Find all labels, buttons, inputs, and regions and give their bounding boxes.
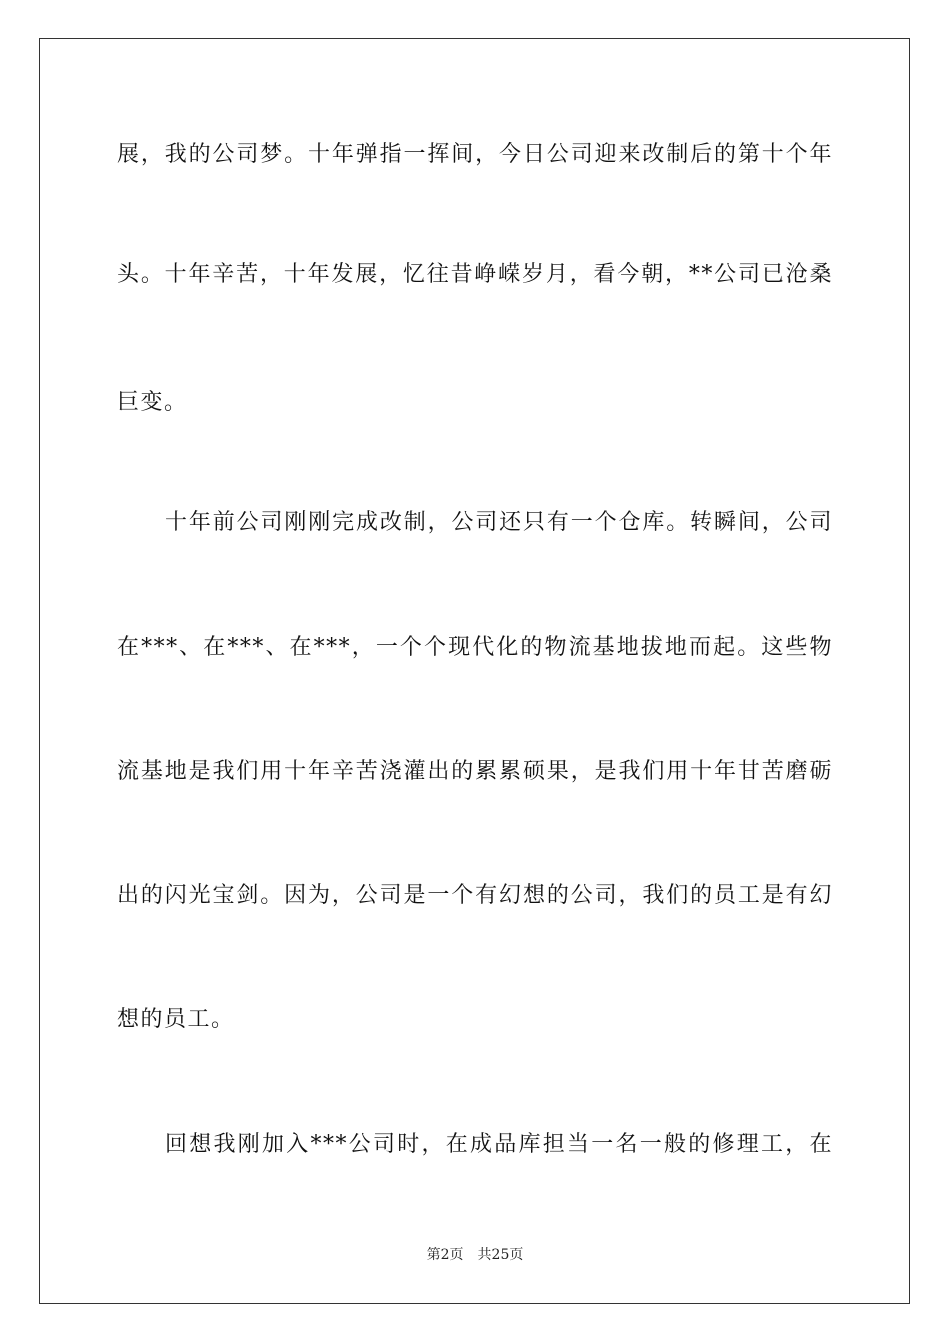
page-total: 共25页 (477, 1247, 524, 1263)
text-line-5: 在***、在***、在***，一个个现代化的物流基地拔地而起。这些物 (117, 635, 833, 660)
text-line-3: 巨变。 (117, 390, 188, 415)
page-border (39, 38, 910, 1304)
text-line-2: 头。十年辛苦，十年发展，忆往昔峥嵘岁月，看今朝，**公司已沧桑 (117, 262, 833, 287)
text-line-1: 展，我的公司梦。十年弹指一挥间，今日公司迎来改制后的第十个年 (117, 142, 833, 167)
text-line-7: 出的闪光宝剑。因为，公司是一个有幻想的公司，我们的员工是有幻 (117, 883, 833, 908)
page-footer (0, 1245, 950, 1265)
text-line-8: 想的员工。 (117, 1007, 235, 1032)
page-number: 第2页 (426, 1247, 464, 1263)
text-line-4: 十年前公司刚刚完成改制，公司还只有一个仓库。转瞬间，公司 (165, 510, 833, 535)
text-line-6: 流基地是我们用十年辛苦浇灌出的累累硕果，是我们用十年甘苦磨砺 (117, 759, 833, 784)
text-line-9: 回想我刚加入***公司时，在成品库担当一名一般的修理工，在 (165, 1132, 833, 1157)
